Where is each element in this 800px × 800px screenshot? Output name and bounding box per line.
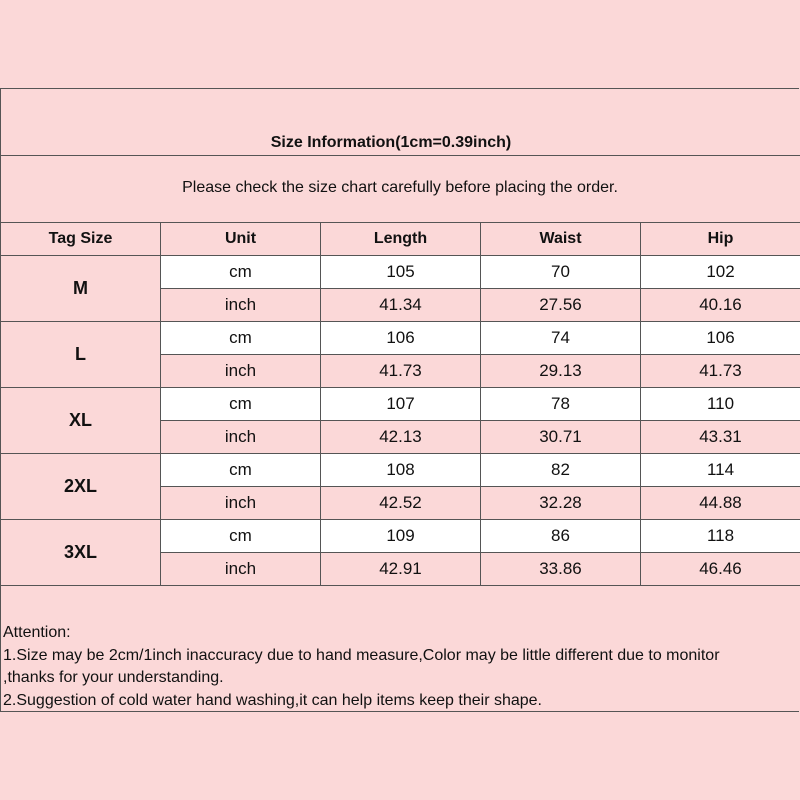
unit-cell: inch xyxy=(161,421,321,454)
length-cell: 109 xyxy=(321,520,481,553)
header-hip: Hip xyxy=(641,223,800,256)
length-cell: 41.73 xyxy=(321,355,481,388)
attention-heading: Attention: xyxy=(3,624,71,641)
table-row xyxy=(1,322,800,355)
hip-cell: 118 xyxy=(641,520,800,553)
unit-cell: inch xyxy=(161,487,321,520)
unit-cell: inch xyxy=(161,289,321,322)
attention-notes xyxy=(3,622,798,712)
length-cell: 107 xyxy=(321,388,481,421)
unit-cell: cm xyxy=(161,520,321,553)
length-cell: 42.13 xyxy=(321,421,481,454)
length-cell: 106 xyxy=(321,322,481,355)
header-unit: Unit xyxy=(161,223,321,256)
waist-cell: 27.56 xyxy=(481,289,641,322)
hip-cell: 44.88 xyxy=(641,487,800,520)
length-cell: 42.52 xyxy=(321,487,481,520)
hip-cell: 110 xyxy=(641,388,800,421)
attention-line: 2.Suggestion of cold water hand washing,it can help items keep their shape. xyxy=(3,691,542,709)
hip-cell: 106 xyxy=(641,322,800,355)
table-row xyxy=(1,520,800,553)
waist-cell: 86 xyxy=(481,520,641,553)
tag-size-cell: 3XL xyxy=(1,520,161,586)
waist-cell: 82 xyxy=(481,454,641,487)
hip-cell: 40.16 xyxy=(641,289,800,322)
hip-cell: 114 xyxy=(641,454,800,487)
waist-cell: 78 xyxy=(481,388,641,421)
tag-size-cell: M xyxy=(1,256,161,322)
tag-size-cell: 2XL xyxy=(1,454,161,520)
length-cell: 108 xyxy=(321,454,481,487)
header-length: Length xyxy=(321,223,481,256)
waist-cell: 70 xyxy=(481,256,641,289)
length-cell: 42.91 xyxy=(321,553,481,586)
hip-cell: 43.31 xyxy=(641,421,800,454)
unit-cell: inch xyxy=(161,553,321,586)
unit-cell: cm xyxy=(161,454,321,487)
table-row xyxy=(1,256,800,289)
page-title: Size Information(1cm=0.39inch) xyxy=(270,134,512,151)
unit-cell: inch xyxy=(161,355,321,388)
attention-line: ,thanks for your understanding. xyxy=(3,669,224,686)
hip-cell: 102 xyxy=(641,256,800,289)
attention-line: 1.Size may be 2cm/1inch inaccuracy due to hand measure,Color may be little different due to monitor xyxy=(3,646,720,664)
unit-cell: cm xyxy=(161,322,321,355)
tag-size-cell: XL xyxy=(1,388,161,454)
waist-cell: 29.13 xyxy=(481,355,641,388)
header-waist: Waist xyxy=(481,223,641,256)
length-cell: 41.34 xyxy=(321,289,481,322)
table-header-row xyxy=(1,223,800,256)
table-row xyxy=(1,388,800,421)
waist-cell: 74 xyxy=(481,322,641,355)
page-subtitle: Please check the size chart carefully before placing the order. xyxy=(182,179,618,196)
table-row xyxy=(1,454,800,487)
length-cell: 105 xyxy=(321,256,481,289)
header-tag-size: Tag Size xyxy=(1,223,161,256)
waist-cell: 32.28 xyxy=(481,487,641,520)
unit-cell: cm xyxy=(161,256,321,289)
hip-cell: 46.46 xyxy=(641,553,800,586)
unit-cell: cm xyxy=(161,388,321,421)
tag-size-cell: L xyxy=(1,322,161,388)
size-table xyxy=(0,222,800,586)
waist-cell: 33.86 xyxy=(481,553,641,586)
waist-cell: 30.71 xyxy=(481,421,641,454)
hip-cell: 41.73 xyxy=(641,355,800,388)
